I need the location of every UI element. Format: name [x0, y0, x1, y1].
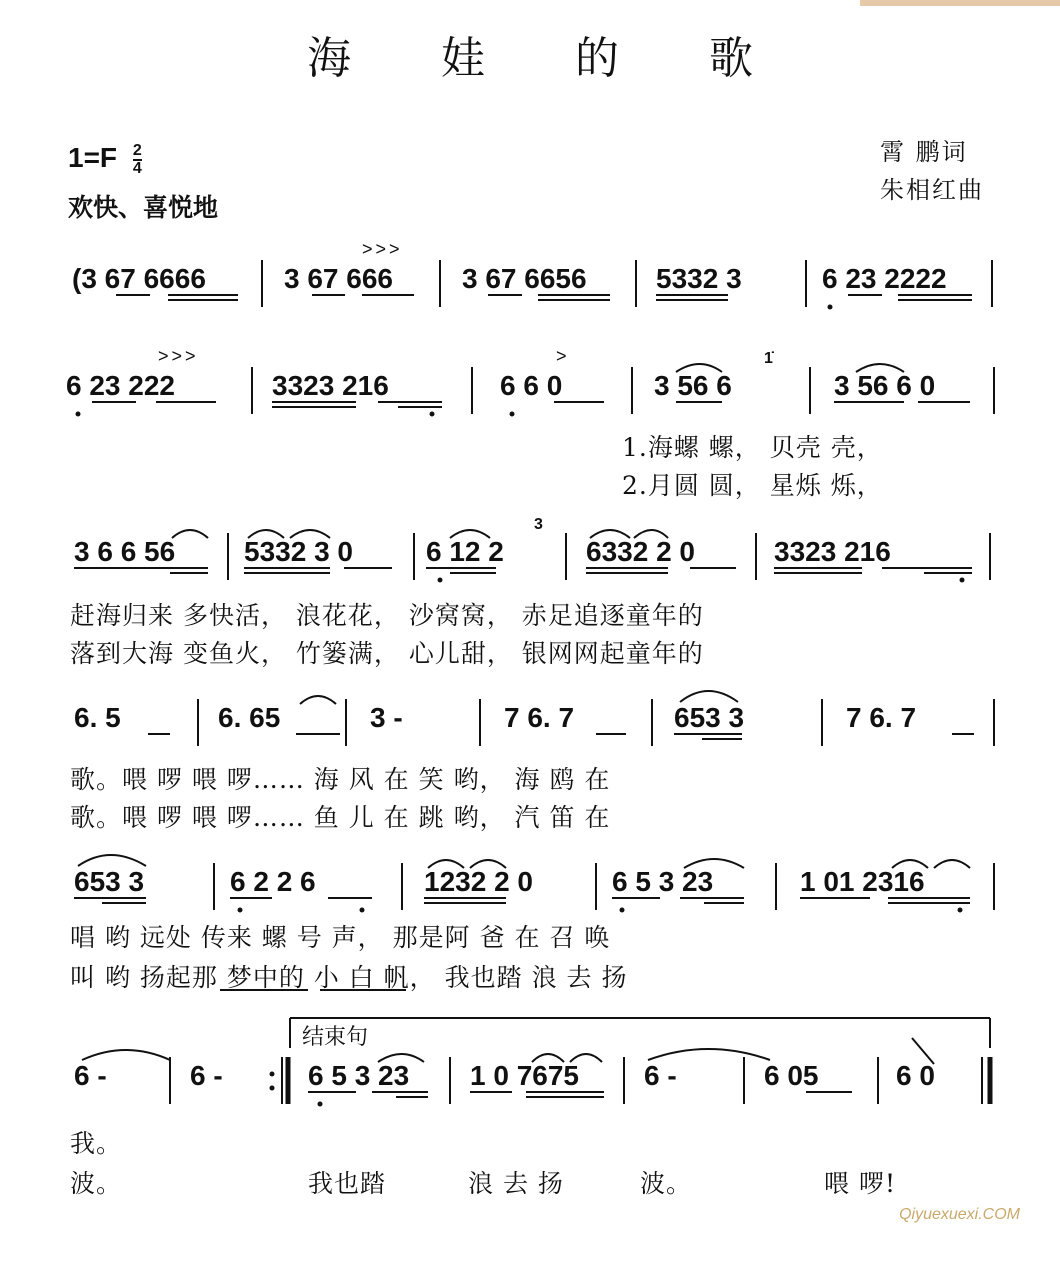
stave-row-5	[0, 858, 1060, 918]
measure: 3 67 6656	[462, 263, 587, 294]
accent-marks: >>>	[362, 239, 403, 259]
measure: 6 5 3 23	[612, 866, 714, 897]
lyric-verse-2: 叫 哟 扬起那 梦中的 小 白 帆， 我也踏 浪 去 扬	[70, 963, 628, 992]
stave-row-3	[0, 516, 1060, 588]
measure: 1 01 2316	[800, 866, 925, 897]
stave-row-1	[0, 239, 1060, 315]
lyric-ending-3: 波。	[640, 1169, 693, 1198]
lyric-verse-1-intro: 1.海螺 螺， 贝壳 壳，	[622, 433, 883, 462]
measure: 3 67 666	[284, 263, 393, 294]
ending-bracket	[280, 1012, 1000, 1052]
page-title: 海 娃 的 歌	[307, 33, 791, 84]
measure: 653 3	[74, 866, 145, 897]
measure: 1 0 7675	[470, 1060, 579, 1091]
measure: 6 -	[74, 1060, 107, 1091]
measure: 6. 65	[218, 702, 281, 733]
lyric-verse-1: 唱 哟 远处 传来 螺 号 声， 那是阿 爸 在 召 唤	[70, 923, 611, 952]
lyric-ending-2: 浪 去 扬	[468, 1169, 564, 1198]
ending-label: 结束句	[302, 1025, 369, 1050]
stave-row-2	[0, 346, 1060, 422]
composer-credit: 朱相红曲	[880, 176, 984, 204]
time-denominator: 4	[132, 159, 142, 177]
measure: 3323 216	[272, 370, 389, 401]
grace-note: 3	[534, 516, 543, 533]
measure: 3 56 6 0	[834, 370, 936, 401]
measure: 1232 2 0	[424, 866, 533, 897]
measure: 3323 216	[774, 536, 891, 567]
measure: 6 05	[764, 1060, 819, 1091]
lyric-verse-2-intro: 2.月圆 圆， 星烁 烁，	[622, 471, 883, 500]
accent-marks: >>>	[158, 346, 199, 366]
lyric-verse-1: 歌。喂 啰 喂 啰…… 海 风 在 笑 哟， 海 鸥 在	[70, 765, 611, 794]
measure: 6. 5	[74, 702, 121, 733]
measure: 6 0	[896, 1060, 935, 1091]
watermark-logo: Qiyuexuexi.COM	[899, 1206, 1020, 1223]
measure: 6 -	[644, 1060, 677, 1091]
corner-strip	[860, 0, 1060, 6]
measure: 6 2 2 6	[230, 866, 316, 897]
measure: 6 6 0	[500, 370, 563, 401]
measure: 7 6. 7	[846, 702, 917, 733]
measure: 5332 3	[656, 263, 742, 294]
time-numerator: 2	[132, 141, 142, 159]
lyric-verse-1: 赶海归来 多快活， 浪花花， 沙窝窝， 赤足追逐童年的	[70, 601, 704, 630]
underline-emphasis	[210, 988, 410, 996]
measure: 3 6 6 56	[74, 536, 176, 567]
lyricist-credit: 霄 鹏词	[880, 138, 968, 166]
measure: 3 56 6	[654, 370, 732, 401]
grace-note: 1̇	[764, 350, 773, 367]
measure: 6 23 222	[66, 370, 175, 401]
lyric-verse-2: 落到大海 变鱼火， 竹篓满， 心儿甜， 银网网起童年的	[70, 639, 704, 668]
measure: 3 -	[370, 702, 403, 733]
measure: 6 12 2	[426, 536, 504, 567]
lyric-end-2: 波。	[70, 1169, 123, 1198]
stave-row-4	[0, 694, 1060, 754]
lyric-verse-2: 歌。喂 啰 喂 啰…… 鱼 儿 在 跳 哟， 汽 笛 在	[70, 803, 611, 832]
measure: 5332 3 0	[244, 536, 353, 567]
measure: 6 5 3 23	[308, 1060, 410, 1091]
measure: 7 6. 7	[504, 702, 575, 733]
time-signature	[133, 143, 142, 177]
lyric-end-1: 我。	[70, 1129, 123, 1158]
measure: 6332 2 0	[586, 536, 695, 567]
measure: 653 3	[674, 702, 745, 733]
tempo-marking: 欢快、喜悦地	[68, 193, 219, 222]
measure: 6 -	[190, 1060, 223, 1091]
measure: 6 23 2222	[822, 263, 947, 294]
key-label: 1=F	[68, 142, 118, 173]
stave-row-6	[0, 1052, 1060, 1112]
lyric-ending-4: 喂 啰!	[824, 1169, 896, 1198]
key-signature	[68, 142, 142, 177]
lyric-ending-1: 我也踏	[308, 1169, 387, 1198]
measure: (3 67 6666	[72, 263, 206, 294]
accent-mark: >	[556, 346, 567, 366]
